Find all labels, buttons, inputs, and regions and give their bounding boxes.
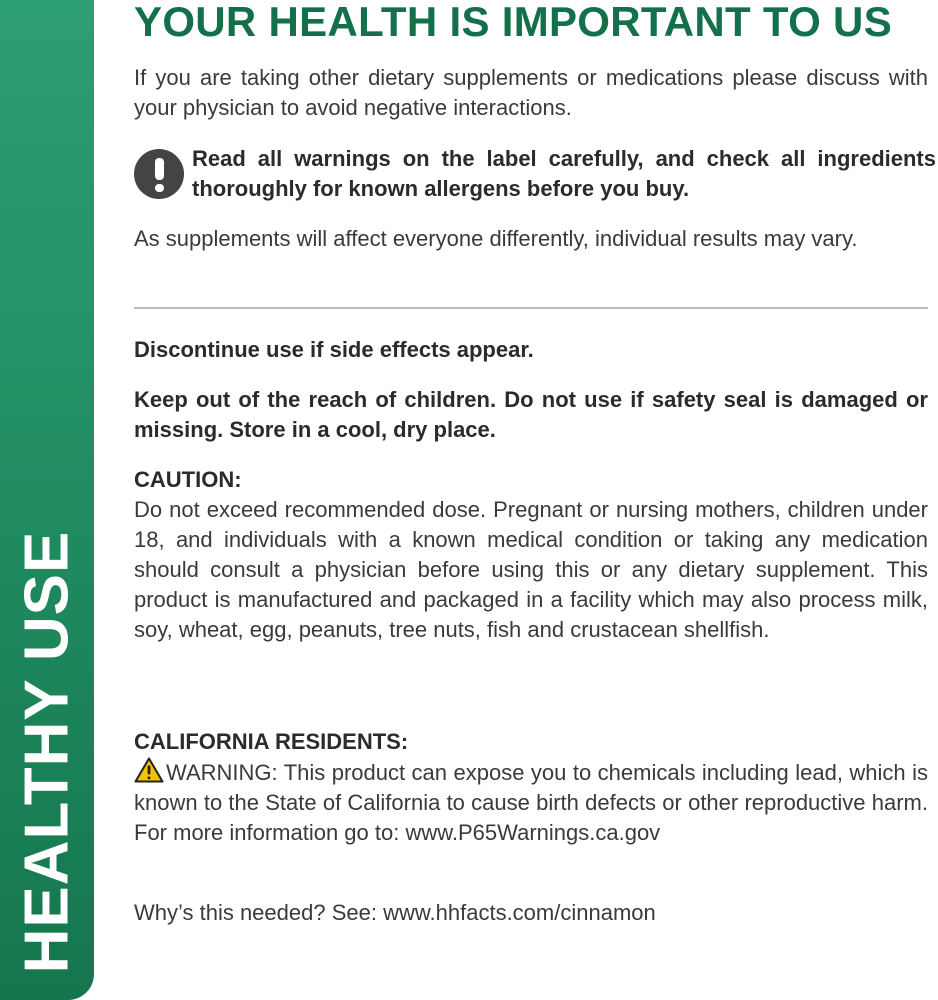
california-section (134, 727, 928, 848)
warning-triangle-icon (134, 757, 164, 783)
allergen-alert-text: Read all warnings on the label carefully, and check all ingredients thoroughly for known allergens before you buy. (192, 146, 936, 201)
side-banner (0, 0, 94, 1000)
storage-notice: Keep out of the reach of children. Do not use if safety seal is damaged or missing. Store in a cool, dry place. (134, 387, 928, 442)
side-banner-title: HEALTHY USE (12, 530, 82, 974)
caution-label: CAUTION: (134, 467, 242, 492)
california-warning-text: WARNING: This product can expose you to chemicals including lead, which is known to the State of California to cause birth defects or other reproductive harm. For more information go to: www.P65Warnings.ca.gov (134, 760, 928, 845)
page-title: YOUR HEALTH IS IMPORTANT TO US (134, 0, 893, 45)
california-label: CALIFORNIA RESIDENTS: (134, 729, 409, 754)
exclamation-circle-icon (134, 149, 184, 199)
intro-paragraph: If you are taking other dietary supplements or medications please discuss with your physician to avoid negative interactions. (134, 65, 928, 120)
caution-text: Do not exceed recommended dose. Pregnant or nursing mothers, children under 18, and individuals with a known medical condition or taking any medication should consult a physician before using this or any dietary supplement. This product is manufactured and packaged in a facility which may also process milk, soy, wheat, egg, peanuts, tree nuts, fish and crustacean shellfish. (134, 497, 928, 642)
discontinue-notice: Discontinue use if side effects appear. (134, 337, 534, 362)
footer-link-text: Why’s this needed? See: www.hhfacts.com/cinnamon (134, 900, 656, 925)
divider (134, 307, 928, 309)
results-note: As supplements will affect everyone differently, individual results may vary. (134, 226, 858, 251)
caution-section (134, 465, 928, 645)
